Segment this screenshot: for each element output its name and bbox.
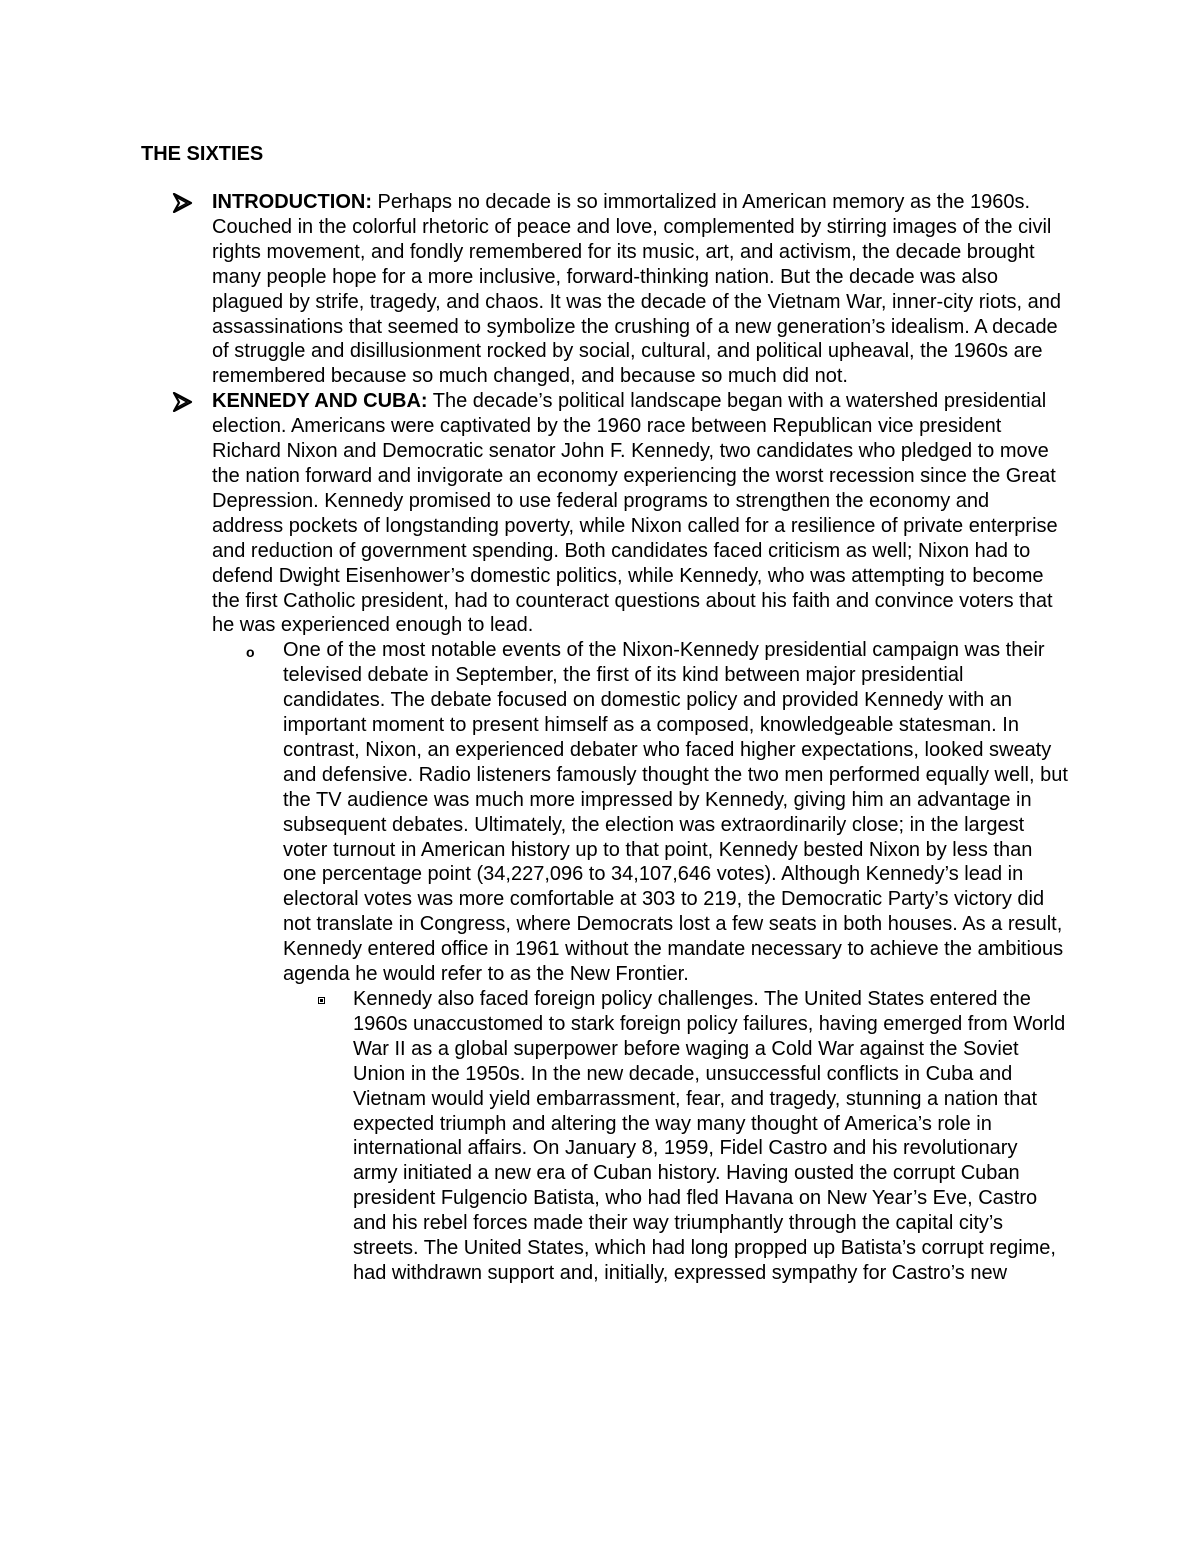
circle-bullet-marker: o [246,644,255,661]
subsubpoint-foreign-policy [353,987,1067,1286]
arrowhead-bullet-icon [172,392,194,412]
subpoint-text: One of the most notable events of the Nixon-Kennedy presidential campaign was their televised debate in September, the first of its kind between major presidential candidates. The debate focused on domestic policy and provided Kennedy with an important moment to present himself as a composed, knowledgeable statesman. In contrast, Nixon, an experienced debater who faced higher expectations, looked sweaty and defensive. Radio listeners famously thought the two men performed equally well, but the TV audience was much more impressed by Kennedy, giving him an advantage in subsequent debates. Ultimately, the election was extraordinarily close; in the largest voter turnout in American history up to that point, Kennedy bested Nixon by less than one percentage point (34,227,096 to 34,107,646 votes). Although Kennedy’s lead in electoral votes was more comfortable at 303 to 219, the Democratic Party’s victory did not translate in Congress, where Democrats lost a few seats in both houses. As a result, Kennedy entered office in 1961 without the mandate necessary to achieve the ambitious agenda he would refer to as the New Frontier. [283,639,1068,986]
subsubpoint-text: Kennedy also faced foreign policy challenges. The United States entered the 1960s unaccustomed to stark foreign policy failures, having emerged from World War II as a global superpower before waging a Cold War against the Soviet Union in the 1950s. In the new decade, unsuccessful conflicts in Cuba and Vietnam would yield embarrassment, fear, and tragedy, stunning a nation that expected triumph and altering the way many thought of America’s role in international affairs. On January 8, 1959, Fidel Castro and his revolutionary army initiated a new era of Cuban history. Having ousted the corrupt Cuban president Fulgencio Batista, who had fled Havana on New Year’s Eve, Castro and his rebel forces made their way triumphantly through the capital city’s streets. The United States, which had long propped up Batista’s corrupt regime, had withdrawn support and, initially, expressed sympathy for Castro’s new [353,988,1066,1284]
section-lead: INTRODUCTION: [212,191,372,213]
section-text: The decade’s political landscape began with a watershed presidential election. Americans were captivated by the 1960 race between Republican vice president Richard Nixon and Democratic senator John F. Kennedy, two candidates who pledged to move the nation forward and invigorate an economy experiencing the worst recession since the Great Depression. Kennedy promised to use federal programs to strengthen the economy and address pockets of longstanding poverty, while Nixon called for a resilience of private enterprise and reduction of government spending. Both candidates faced criticism as well; Nixon had to defend Dwight Eisenhower’s domestic politics, while Kennedy, who was attempting to become the first Catholic president, had to counteract questions about his faith and convince voters that he was experienced enough to lead. [212,390,1058,637]
section-text: Perhaps no decade is so immortalized in American memory as the 1960s. Couched in the colorful rhetoric of peace and love, complemented by stirring images of the civil rights movement, and fondly remembered for its music, art, and activism, the decade brought many people hope for a more inclusive, forward-thinking nation. But the decade was also plagued by strife, tragedy, and chaos. It was the decade of the Vietnam War, inner-city riots, and assassinations that seemed to symbolize the crushing of a new generation’s idealism. A decade of struggle and disillusionment rocked by social, cultural, and political upheaval, the 1960s are remembered because so much changed, and because so much did not. [212,191,1061,388]
square-bullet-icon [318,997,325,1004]
subpoint-debate [246,638,1068,987]
section-kennedy-and-cuba [212,389,1064,638]
arrowhead-bullet-icon [172,193,194,213]
section-lead: KENNEDY AND CUBA: [212,390,428,413]
document-title: THE SIXTIES [141,143,264,165]
section-introduction [212,190,1064,389]
